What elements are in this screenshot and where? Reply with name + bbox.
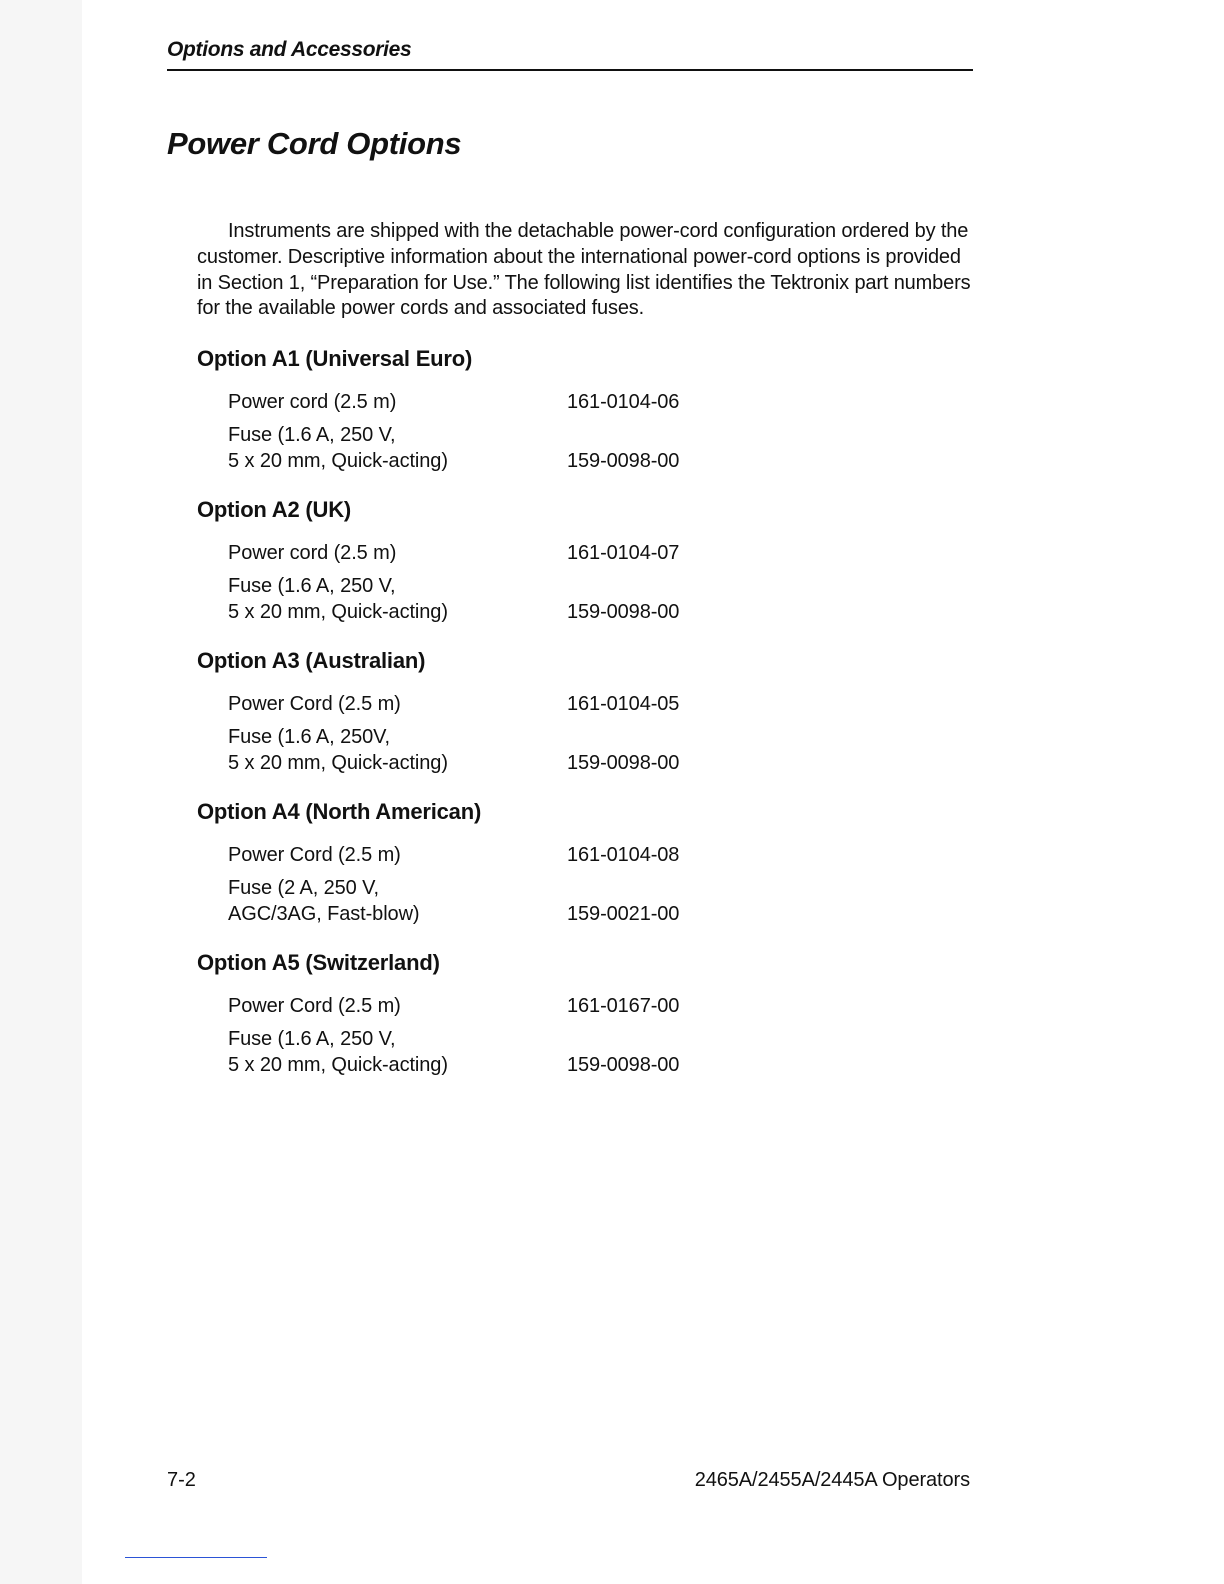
fuse-description-line1: Fuse (1.6 A, 250 V, (228, 424, 396, 446)
fuse-description-line1: Fuse (1.6 A, 250V, (228, 726, 391, 748)
power-cord-description: Power Cord (2.5 m) (228, 693, 401, 715)
option-a1 (197, 342, 897, 493)
manual-title: 2465A/2455A/2445A Operators (694, 1469, 970, 1491)
fuse-description-line2: 5 x 20 mm, Quick-acting) (228, 752, 448, 774)
page-title: Power Cord Options (167, 126, 462, 161)
power-cord-description: Power cord (2.5 m) (228, 391, 397, 413)
fuse-part-number: 159-0021-00 (567, 903, 680, 925)
running-header: Options and Accessories (167, 38, 412, 61)
fuse-description-line2: 5 x 20 mm, Quick-acting) (228, 601, 448, 623)
power-cord-part-number: 161-0104-08 (567, 844, 680, 866)
option-heading: Option A4 (North American) (197, 799, 482, 824)
page-edge (0, 0, 82, 1584)
fuse-description-line1: Fuse (2 A, 250 V, (228, 877, 379, 899)
fuse-description (228, 1026, 558, 1078)
power-cord-description: Power Cord (2.5 m) (228, 844, 401, 866)
option-a5 (197, 946, 897, 1097)
fuse-description-line2: 5 x 20 mm, Quick-acting) (228, 450, 448, 472)
fuse-description-line1: Fuse (1.6 A, 250 V, (228, 1028, 396, 1050)
fuse-part-number: 159-0098-00 (567, 1054, 680, 1076)
option-a2 (197, 493, 897, 644)
intro-paragraph: Instruments are shipped with the detachable power-cord configuration ordered by the customer. Descriptive information about the international power-cord options is provided in Section 1, “Preparation for Use.” The following list identifies the Tektronix part numbers for the available power cords and associated fuses. (197, 220, 971, 320)
option-heading: Option A5 (Switzerland) (197, 950, 440, 975)
fuse-description-line2: AGC/3AG, Fast-blow) (228, 903, 420, 925)
option-heading: Option A3 (Australian) (197, 648, 426, 673)
power-cord-description: Power Cord (2.5 m) (228, 995, 401, 1017)
fuse-part-number: 159-0098-00 (567, 752, 680, 774)
power-cord-part-number: 161-0104-05 (567, 693, 680, 715)
fuse-part-number: 159-0098-00 (567, 601, 680, 623)
option-a4 (197, 795, 897, 946)
header-rule (167, 69, 973, 71)
fuse-description (228, 422, 558, 474)
options-list (197, 342, 897, 1097)
fuse-description (228, 724, 558, 776)
fuse-part-number: 159-0098-00 (567, 450, 680, 472)
option-heading: Option A2 (UK) (197, 497, 352, 522)
power-cord-part-number: 161-0104-06 (567, 391, 680, 413)
option-a3 (197, 644, 897, 795)
power-cord-part-number: 161-0104-07 (567, 542, 680, 564)
fuse-description (228, 573, 558, 625)
power-cord-description: Power cord (2.5 m) (228, 542, 397, 564)
link-underline (125, 1557, 267, 1558)
page-number: 7-2 (167, 1469, 196, 1491)
option-heading: Option A1 (Universal Euro) (197, 346, 473, 371)
fuse-description (228, 875, 558, 927)
fuse-description-line2: 5 x 20 mm, Quick-acting) (228, 1054, 448, 1076)
power-cord-part-number: 161-0167-00 (567, 995, 680, 1017)
fuse-description-line1: Fuse (1.6 A, 250 V, (228, 575, 396, 597)
